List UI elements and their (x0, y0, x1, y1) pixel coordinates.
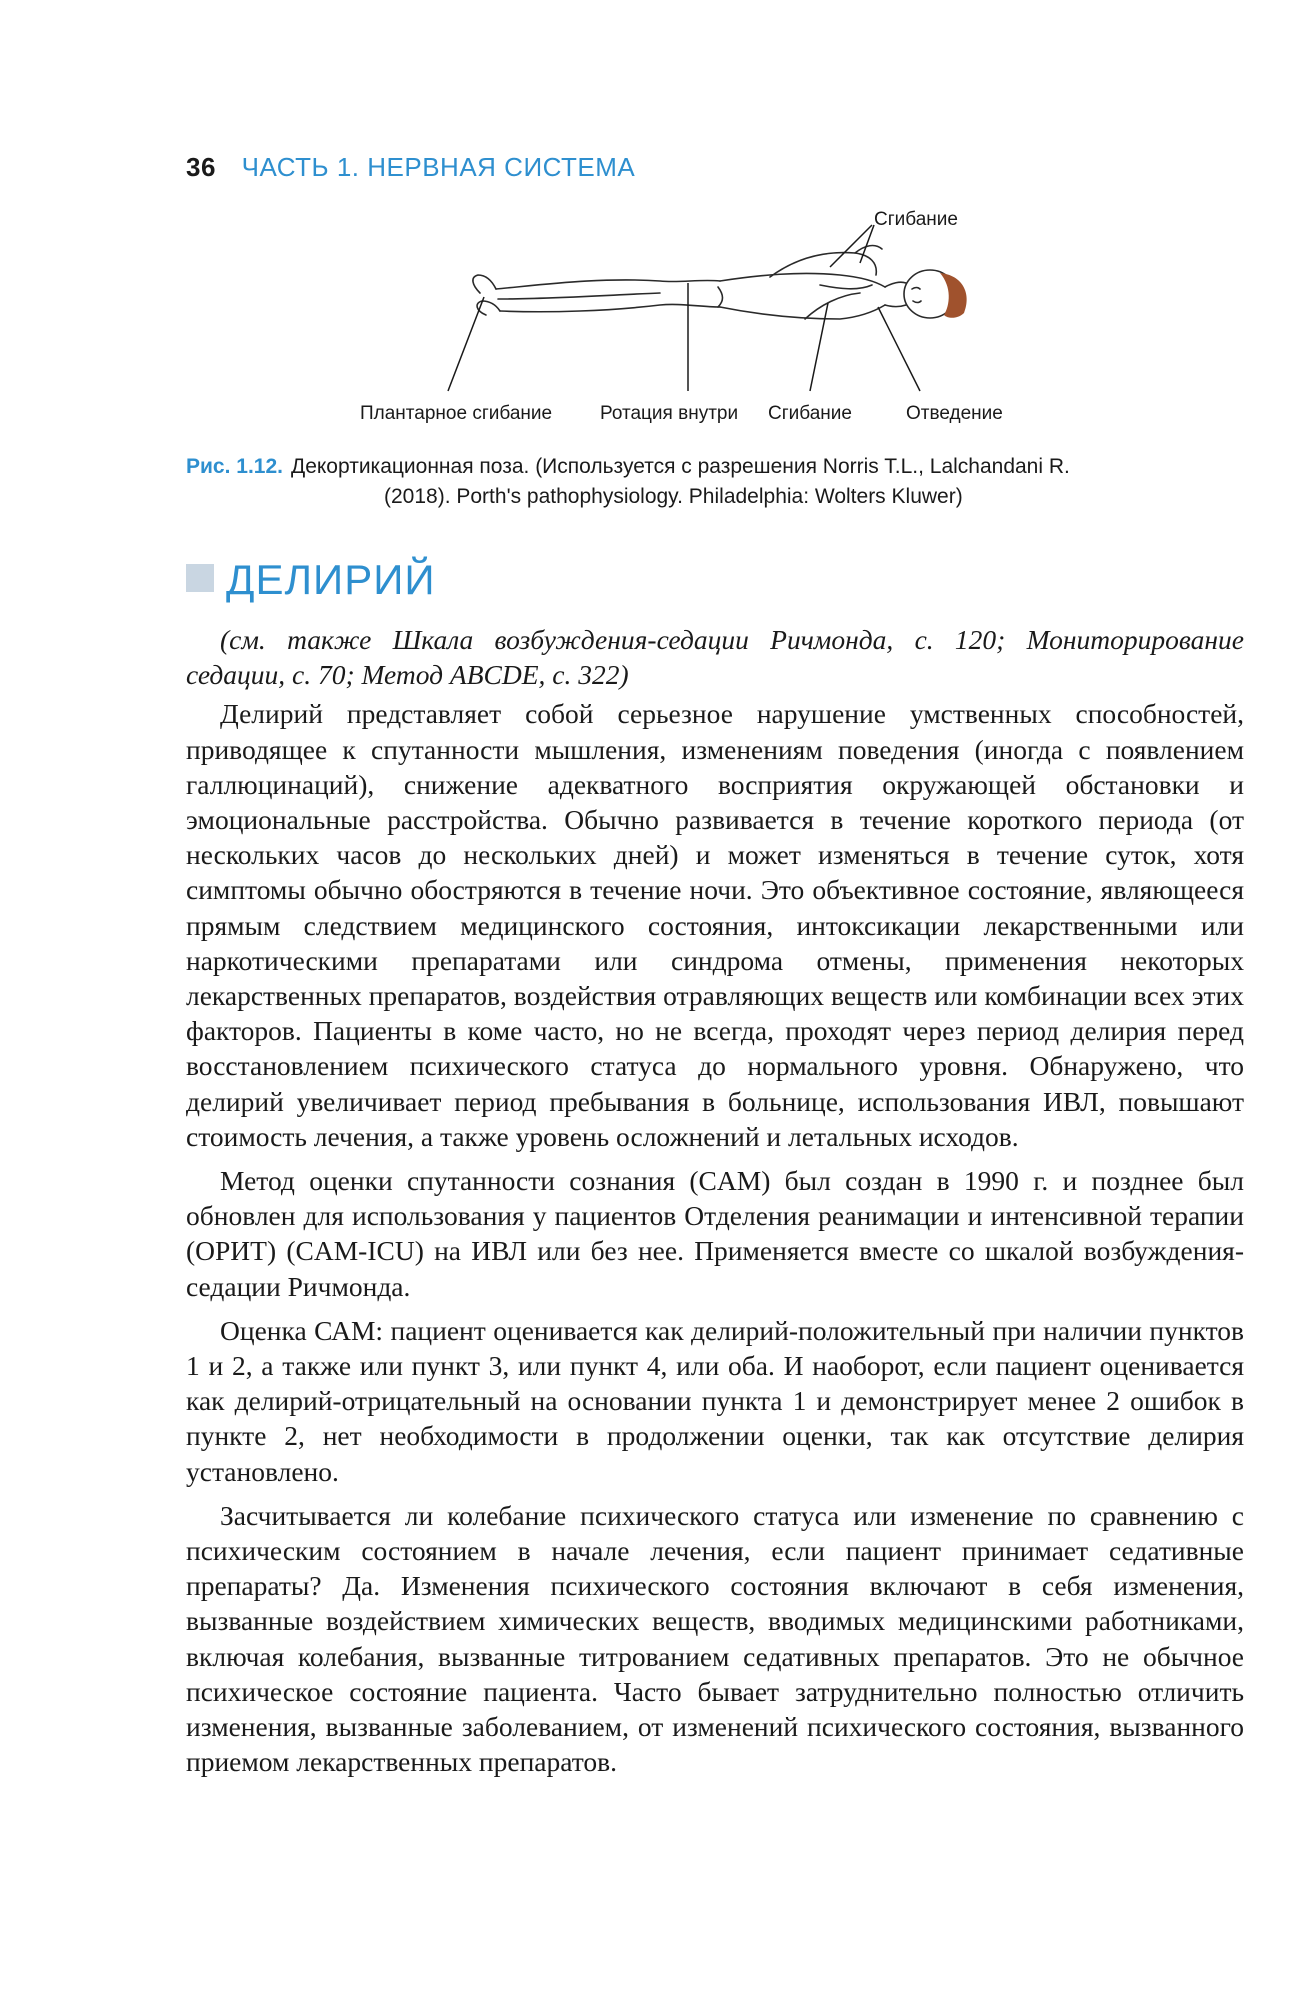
caption-continuation: (2018). Porth's pathophysiology. Philadelphia: Wolters Kluwer) (384, 485, 963, 508)
label-internal-rotation: Ротация внутри (600, 403, 739, 424)
page-number: 36 (186, 152, 216, 182)
section-title: ДЕЛИРИЙ (226, 556, 436, 603)
paragraph: Метод оценки спутанности сознания (CAM) был создан в 1990 г. и позднее был обновлен для использования у пациентов Отделения реанимации и интенсивной терапии (ОРИТ) (CAM-ICU) на ИВЛ или без нее. Применяется вместе со шкалой возбуждения-седации Ричмонда. (186, 1165, 1244, 1302)
see-also-note: (см. также Шкала возбуждения-седации Ричмонда, с. 120; Мониторирование седации, с. 70; Метод ABCDE, с. 322) (186, 624, 1244, 691)
figure-number: Рис. 1.12. (186, 455, 283, 478)
section-body (186, 622, 1244, 1780)
caption-text: Декортикационная поза. (Используется с разрешения Norris T.L., Lalchandani R. (290, 455, 1070, 478)
figure-decorticate-posture (300, 209, 1060, 435)
running-header (186, 152, 635, 183)
hair (940, 273, 967, 318)
figure-caption (186, 452, 1246, 512)
patient-illustration (300, 215, 1060, 435)
paragraph: Делирий представляет собой серьезное нарушение умственных способностей, приводящее к спутанности мышления, изменениям поведения (иногда с появлением галлюцинаций), снижение адекватного восприятия окружающей обстановки и эмоциональные расстройства. Обычно развивается в течение короткого периода (от нескольких часов до нескольких дней) и может изменяться в течение суток, хотя симптомы обычно обостряются в течение ночи. Это объективное состояние, являющееся прямым следствием медицинского состояния, интоксикации лекарственными или наркотическими препаратами или синдрома отмены, применения некоторых лекарственных препаратов, воздействия отравляющих веществ или комбинации всех этих факторов. Пациенты в коме часто, но не всегда, проходят через период делирия перед восстановлением психического статуса до нормального уровня. Обнаружено, что делирий увеличивает период пребывания в больнице, использования ИВЛ, повышают стоимость лечения, а также уровень осложнений и летальных исходов. (186, 698, 1244, 1152)
label-plantar-flexion: Плантарное сгибание (360, 403, 553, 424)
label-flexion-bottom: Сгибание (768, 403, 852, 424)
section-marker-icon (186, 564, 214, 592)
body-outline (473, 246, 956, 319)
leader-lines (448, 225, 920, 391)
label-flexion-top: Сгибание (874, 209, 958, 230)
part-title: ЧАСТЬ 1. НЕРВНАЯ СИСТЕМА (241, 152, 636, 182)
paragraph: Оценка САМ: пациент оценивается как делирий-положительный при наличии пунктов 1 и 2, а также или пункт 3, или пункт 4, или оба. И наоборот, если пациент оценивается как делирий-отрицательный на основании пункта 1 и демонстрирует менее 2 ошибок в пункте 2, нет необходимости в продолжении оценки, так как отсутствие делирия установлено. (186, 1314, 1244, 1487)
section-heading (186, 556, 436, 604)
paragraph: Засчитывается ли колебание психического статуса или изменение по сравнению с психическим состоянием в начале лечения, если пациент принимает седативные препараты? Да. Изменения психического состояния включают в себя изменения, вызванные воздействием химических веществ, вводимых медицинскими работниками, включая колебания, вызванные титрованием седативных препаратов. Это не обычное психическое состояние пациента. Часто бывает затруднительно полностью отличить изменения, вызванные заболеванием, от изменений психического состояния, вызванного приемом лекарственных препаратов. (186, 1499, 1244, 1778)
label-abduction: Отведение (906, 403, 1003, 424)
